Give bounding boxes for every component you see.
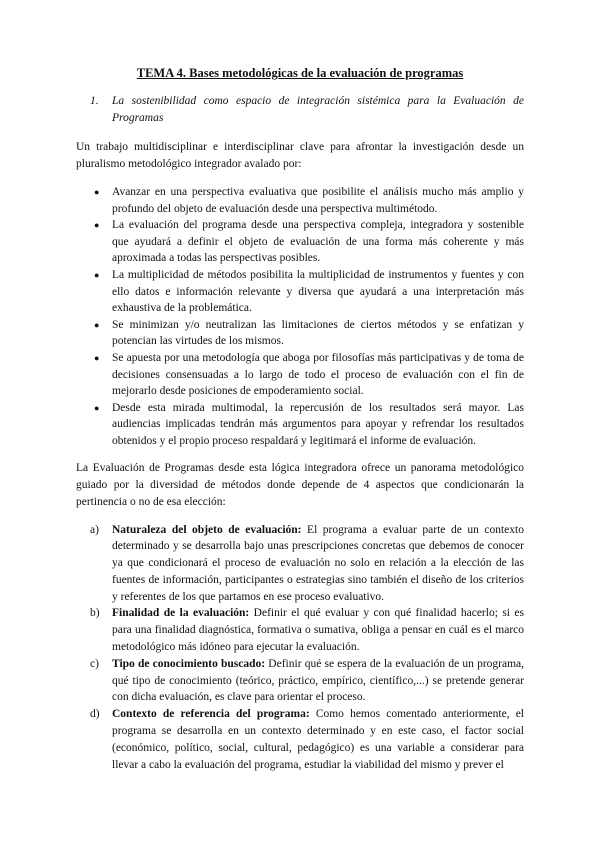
bullet-icon: ● bbox=[94, 269, 100, 280]
list-item: ● Se minimizan y/o neutralizan las limitaciones de ciertos métodos y se enfatizan y potencian las virtudes de los mismos. bbox=[94, 317, 524, 350]
aspect-term: Finalidad de la evaluación: bbox=[112, 607, 250, 620]
aspects-list bbox=[76, 522, 524, 774]
aspect-text: Definir el qué evaluar y con qué finalidad hacerlo; si es para una finalidad diagnóstica, formativa o sumativa, obliga a pensar en cuál es el marco metodológico más idóneo para ejecutar la evaluación. bbox=[112, 607, 524, 654]
section-heading bbox=[76, 93, 524, 127]
item-label: b) bbox=[90, 607, 100, 620]
bullet-list bbox=[76, 184, 524, 450]
list-item: ● La multiplicidad de métodos posibilita la multiplicidad de instrumentos y fuentes y con ello datos e información relevante y diversa que ayudará a una interpretación más exhaustiva de la problemática. bbox=[94, 267, 524, 317]
page-title: TEMA 4. Bases metodológicas de la evaluación de programas bbox=[136, 66, 464, 80]
list-item: ● Desde esta mirada multimodal, la repercusión de los resultados será mayor. Las audiencias implicadas tendrán más argumentos para apoyar y refrendar los resultados obtenidos y el propio proceso respaldará y legitimará el informe de evaluación. bbox=[94, 400, 524, 450]
list-item bbox=[90, 605, 524, 655]
list-item: ● Se apuesta por una metodología que aboga por filosofías más participativas y de toma de decisiones consensuadas a lo largo de todo el proceso de evaluación con el fin de mejorarlo desde posiciones de empoderamiento social. bbox=[94, 350, 524, 400]
list-item bbox=[90, 522, 524, 606]
aspect-term: Tipo de conocimiento buscado: bbox=[112, 657, 266, 670]
bullet-icon: ● bbox=[94, 187, 100, 197]
list-item bbox=[90, 656, 524, 706]
list-item: ● La evaluación del programa desde una perspectiva compleja, integradora y sostenible que ayudará a definir el objeto de evaluación de una forma más coherente y más aproximada a todas las perspectivas posibles. bbox=[94, 217, 524, 267]
aspect-term: Naturaleza del objeto de evaluación: bbox=[112, 523, 302, 536]
section-number: 1. bbox=[90, 95, 99, 107]
aspect-text: Como hemos comentado anteriormente, el programa se desarrolla en un contexto determinado y en este caso, el factor social (económico, político, social, cultural, pedagógico) es una variable a considerar para llevar a cabo la evaluación del programa, estudiar la viabilidad del mismo y prever el bbox=[112, 708, 524, 771]
methodology-paragraph: La Evaluación de Programas desde esta lógica integradora ofrece un panorama metodológico guiado por la diversidad de métodos donde depende de 4 aspectos que condicionarán la pertinencia o no de esa elección: bbox=[76, 461, 524, 508]
bullet-icon: ● bbox=[94, 319, 100, 330]
list-item: ● Avanzar en una perspectiva evaluativa que posibilite el análisis mucho más amplio y profundo del objeto de evaluación desde una perspectiva multimétodo. bbox=[94, 184, 524, 217]
bullet-icon: ● bbox=[94, 402, 100, 413]
item-label: a) bbox=[90, 523, 99, 536]
intro-paragraph: Un trabajo multidisciplinar e interdisciplinar clave para afrontar la investigación desde un pluralismo metodológico integrador avalado por: bbox=[76, 141, 524, 170]
bullet-icon: ● bbox=[94, 352, 100, 363]
item-label: c) bbox=[90, 657, 99, 670]
section-heading-text: La sostenibilidad como espacio de integración sistémica para la Evaluación de Programas bbox=[112, 95, 524, 124]
bullet-icon: ● bbox=[94, 220, 100, 231]
list-item bbox=[90, 706, 524, 773]
aspect-text: El programa a evaluar parte de un contexto determinado y se desarrolla bajo unas prescripciones concretas que debemos de conocer ya que condicionará el proceso de evaluación no solo en relación a la elección de las fuentes de información, participantes o estrategias sino también el diseño de los criterios y referentes de los que partamos en ese proceso evaluativo. bbox=[112, 523, 524, 603]
aspect-term: Contexto de referencia del programa: bbox=[112, 708, 310, 721]
aspect-text: Definir qué se espera de la evaluación de un programa, qué tipo de conocimiento (teórico, práctico, empírico, científico,...) se pretende generar con dicha evaluación, es clave para orientar el proceso. bbox=[112, 657, 525, 704]
item-label: d) bbox=[90, 708, 100, 721]
